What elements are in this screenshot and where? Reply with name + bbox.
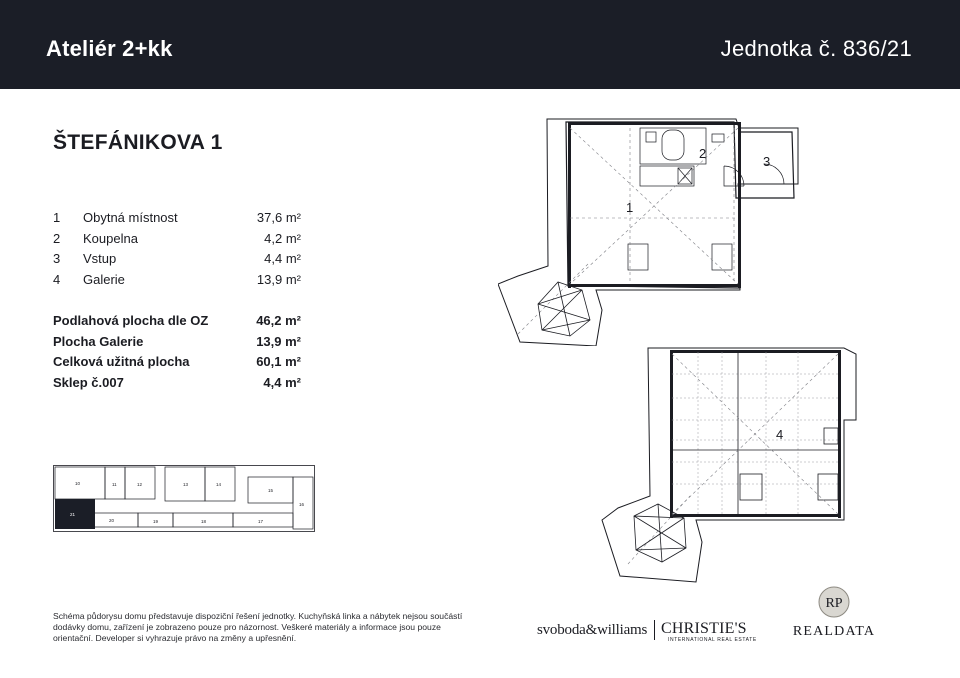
floor-plan-gallery xyxy=(598,344,858,584)
total-row xyxy=(53,375,301,396)
total-label: Podlahová plocha dle OZ xyxy=(53,313,209,328)
total-row xyxy=(53,354,301,375)
disclaimer-text: Schéma půdorysu domu představuje dispoziční řešení jednotky. Kuchyňská linka a nábytek nejsou součástí dodávky domu, zařízení je zobrazeno pouze pro názornost. Veškeré materiály a informace jsou pouze orientační. Developer si vyhrazuje právo na změny a upřesnění. xyxy=(53,611,463,644)
key-unit-label: 15 xyxy=(268,488,274,493)
room-label: 4 xyxy=(776,427,784,442)
total-value: 13,9 m² xyxy=(256,333,301,349)
room-label: 1 xyxy=(626,200,634,215)
floor-plan-upper xyxy=(498,114,804,346)
room-number: 2 xyxy=(53,230,61,246)
realdata-monogram: RP xyxy=(825,596,843,611)
key-unit-label-highlighted: 21 xyxy=(70,512,76,517)
room-row xyxy=(53,210,301,231)
apartment-type-title: Ateliér 2+kk xyxy=(46,36,173,61)
key-unit-label: 11 xyxy=(112,482,117,487)
room-name: Obytná místnost xyxy=(83,210,178,225)
key-unit-label: 20 xyxy=(109,518,115,523)
area-totals xyxy=(53,313,301,395)
key-unit-label: 12 xyxy=(137,482,143,487)
total-row xyxy=(53,334,301,355)
floor-plan-upper-drawing xyxy=(498,114,804,346)
total-label: Celková užitná plocha xyxy=(53,354,190,369)
key-unit-label: 17 xyxy=(258,519,264,524)
room-name: Galerie xyxy=(83,271,125,287)
key-unit-label: 19 xyxy=(153,519,159,524)
room-area: 13,9 m² xyxy=(256,271,301,287)
unit-number: Jednotka č. 836/21 xyxy=(720,36,912,61)
key-unit-label: 10 xyxy=(75,481,81,486)
room-row xyxy=(53,272,301,293)
realdata-emblem-icon xyxy=(818,586,850,618)
total-value: 60,1 m² xyxy=(256,354,301,369)
room-name: Vstup xyxy=(83,251,117,266)
total-row xyxy=(53,313,301,334)
realdata-wordmark: REALDATA xyxy=(792,624,876,639)
header-bar xyxy=(0,0,960,89)
room-row xyxy=(53,251,301,272)
room-row xyxy=(53,231,301,252)
floor-plan-gallery-drawing xyxy=(598,344,858,584)
christies-subtitle: INTERNATIONAL REAL ESTATE xyxy=(668,637,757,643)
room-label: 2 xyxy=(699,146,707,161)
room-label: 3 xyxy=(763,154,771,169)
room-area: 4,2 m² xyxy=(264,230,301,246)
total-label: Plocha Galerie xyxy=(53,333,144,349)
total-label: Sklep č.007 xyxy=(53,374,124,390)
key-unit-label: 13 xyxy=(183,482,189,487)
logo-divider xyxy=(654,620,655,640)
total-value: 4,4 m² xyxy=(263,374,301,390)
street-address: ŠTEFÁNIKOVA 1 xyxy=(53,131,223,154)
room-number: 4 xyxy=(53,271,61,287)
room-area: 37,6 m² xyxy=(256,210,301,225)
realdata-logo xyxy=(786,586,882,642)
floor-key-map xyxy=(53,465,315,532)
key-map-drawing xyxy=(53,465,315,532)
christies-logo: CHRISTIE'S xyxy=(661,620,747,637)
room-list xyxy=(53,210,301,292)
key-unit-label: 16 xyxy=(299,502,305,507)
room-name: Koupelna xyxy=(83,230,138,246)
total-value: 46,2 m² xyxy=(256,313,301,328)
room-number: 3 xyxy=(53,251,61,266)
room-number: 1 xyxy=(53,210,61,225)
key-unit-label: 18 xyxy=(201,519,207,524)
key-unit-label: 14 xyxy=(216,482,222,487)
room-area: 4,4 m² xyxy=(264,251,301,266)
svoboda-williams-logo: svoboda&williams xyxy=(537,622,648,638)
